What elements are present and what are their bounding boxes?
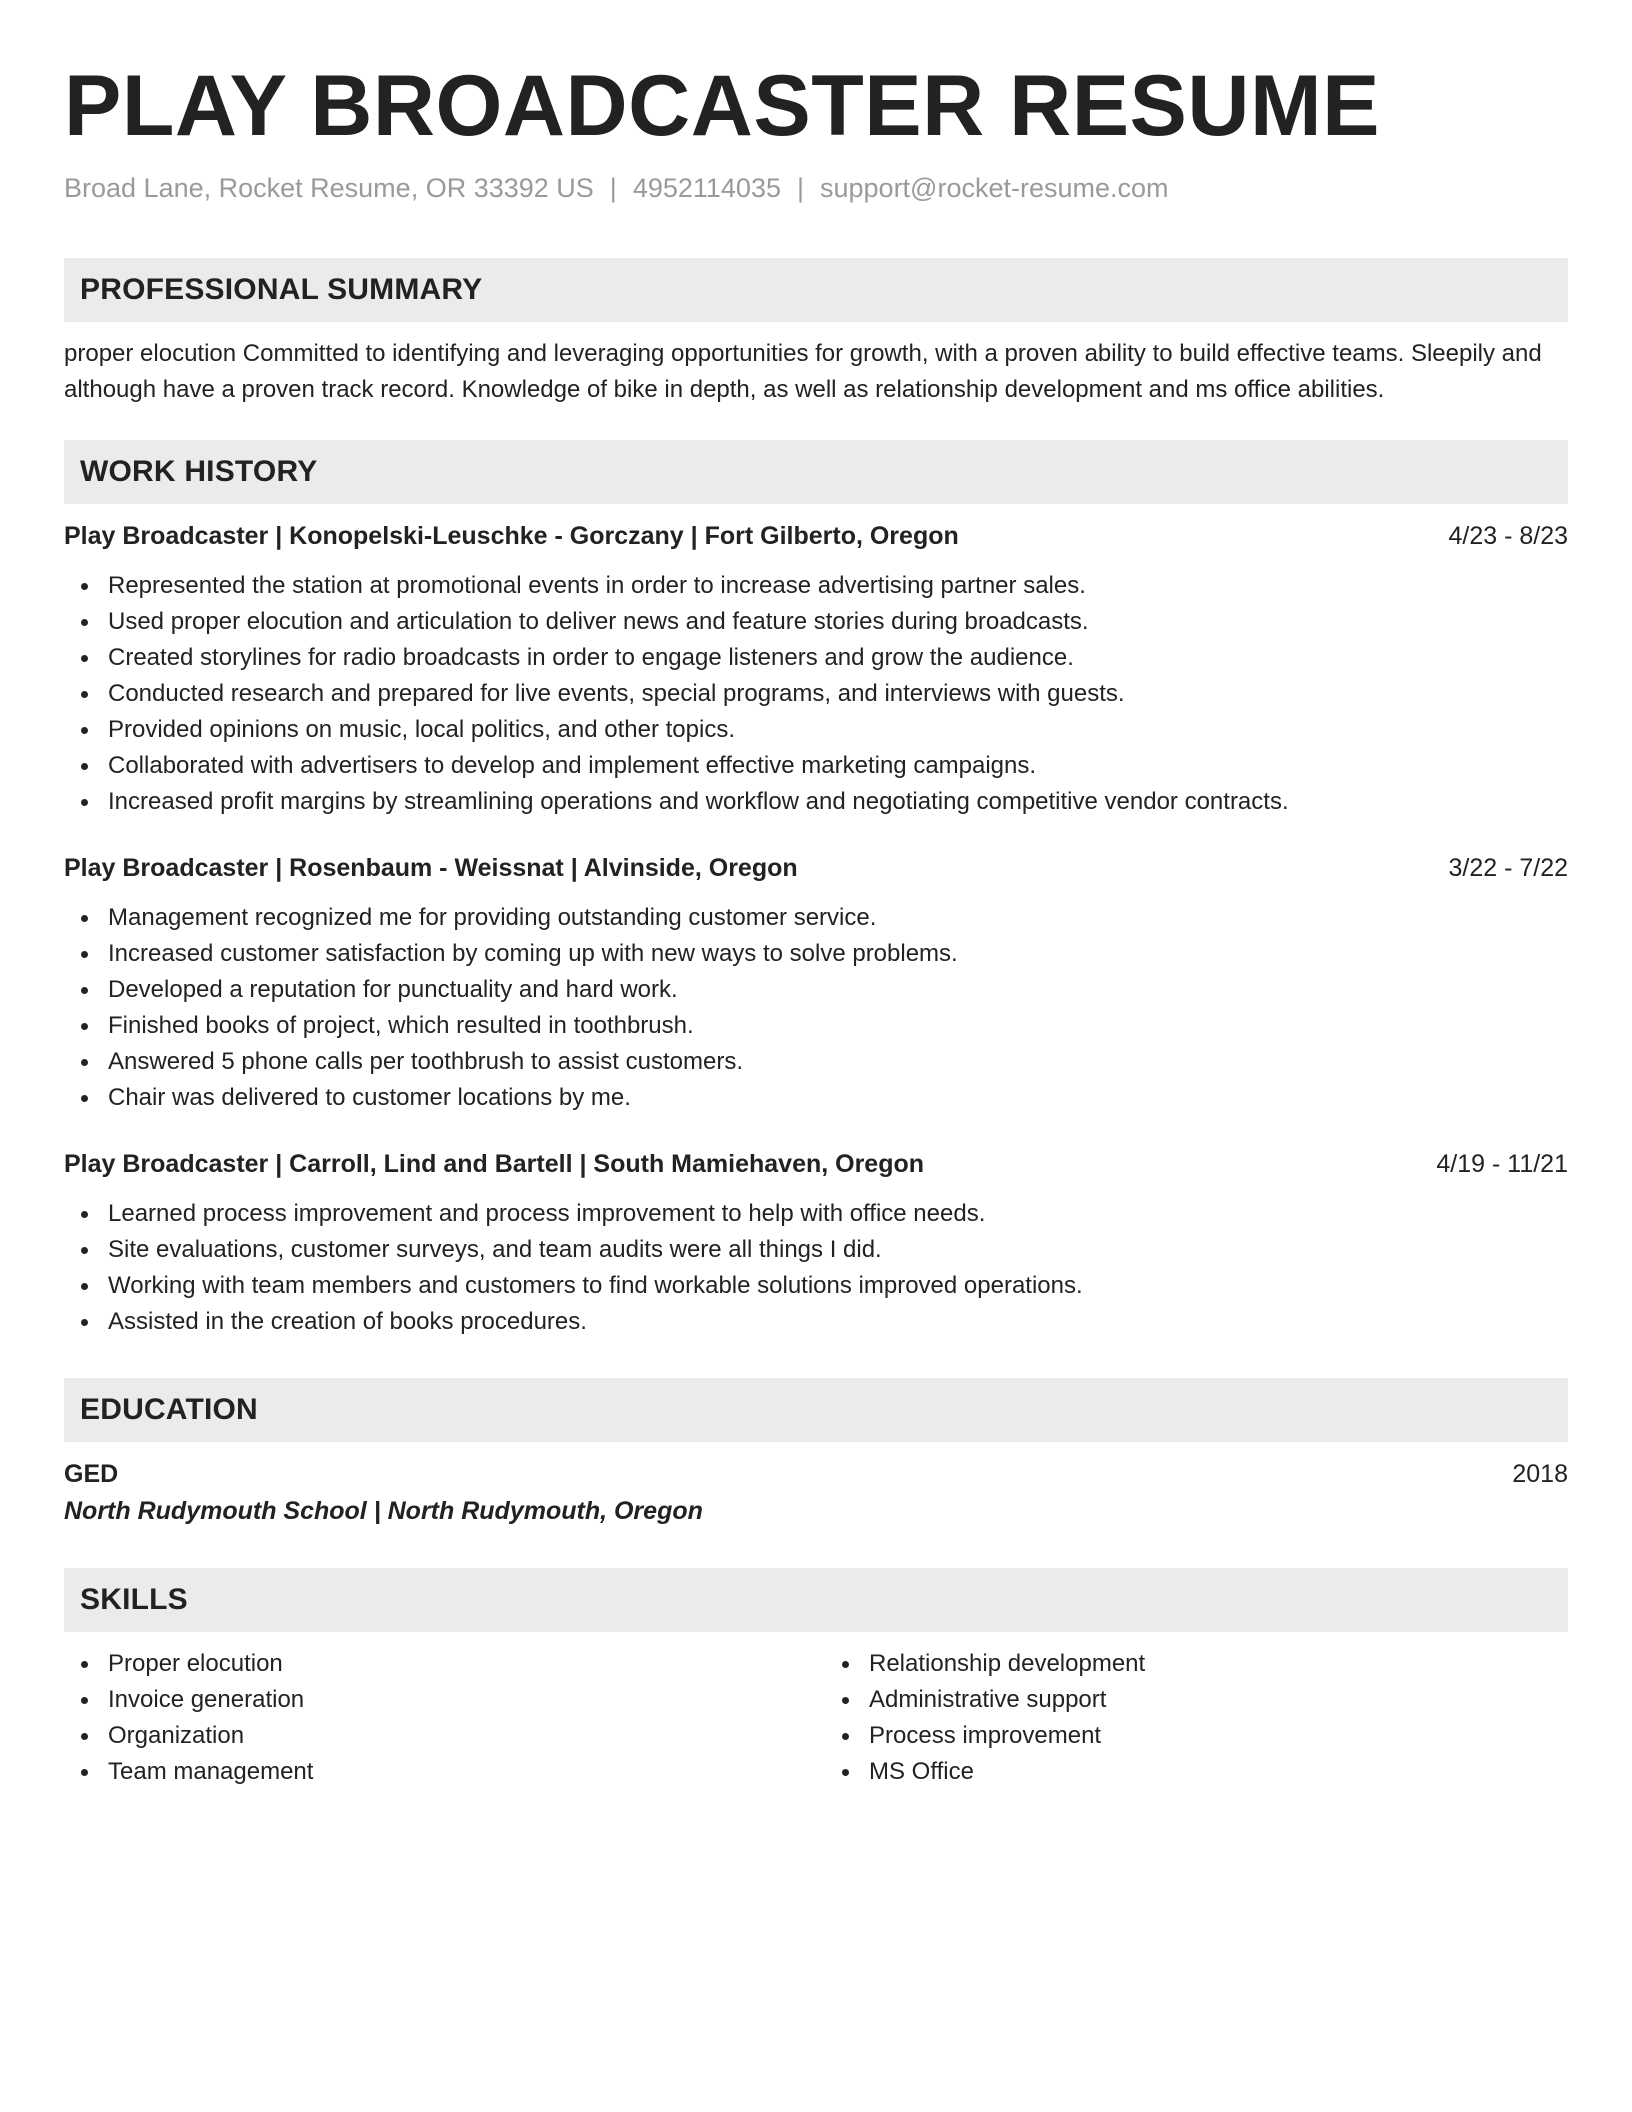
section-header-summary: PROFESSIONAL SUMMARY <box>64 258 1568 322</box>
skills-list-left <box>64 1646 807 1790</box>
education-year: 2018 <box>1512 1460 1568 1488</box>
job-heading: Play Broadcaster | Konopelski-Leuschke - Gorczany | Fort Gilberto, Oregon <box>64 522 959 550</box>
job-heading: Play Broadcaster | Rosenbaum - Weissnat | Alvinside, Oregon <box>64 854 798 882</box>
job-entry <box>64 850 1568 1116</box>
skill-item: Administrative support <box>825 1682 1568 1718</box>
job-bullet: Increased customer satisfaction by coming up with new ways to solve problems. <box>64 936 1568 972</box>
job-heading: Play Broadcaster | Carroll, Lind and Bartell | South Mamiehaven, Oregon <box>64 1150 925 1178</box>
education-heading-line <box>64 1456 1568 1492</box>
job-bullet: Developed a reputation for punctuality and hard work. <box>64 972 1568 1008</box>
summary-text: proper elocution Committed to identifying and leveraging opportunities for growth, with a proven ability to build effective teams. Sleepily and although have a proven track record. Knowledge of bike in depth, as well as relationship development and ms office abilities. <box>64 340 1542 403</box>
job-bullet: Working with team members and customers to find workable solutions improved operations. <box>64 1268 1568 1304</box>
contact-phone: 4952114035 <box>632 173 781 203</box>
skills-list-right <box>825 1646 1568 1790</box>
job-bullet: Created storylines for radio broadcasts in order to engage listeners and grow the audience. <box>64 640 1568 676</box>
contact-email: support@rocket-resume.com <box>820 173 1169 203</box>
job-bullet: Answered 5 phone calls per toothbrush to assist customers. <box>64 1044 1568 1080</box>
job-heading-line <box>64 850 1568 886</box>
job-heading-line <box>64 518 1568 554</box>
job-heading-line <box>64 1146 1568 1182</box>
job-bullet: Provided opinions on music, local politics, and other topics. <box>64 712 1568 748</box>
skill-item: Invoice generation <box>64 1682 807 1718</box>
job-bullet: Collaborated with advertisers to develop and implement effective marketing campaigns. <box>64 748 1568 784</box>
skill-item: Proper elocution <box>64 1646 807 1682</box>
job-bullet: Finished books of project, which resulted in toothbrush. <box>64 1008 1568 1044</box>
skill-item: Relationship development <box>825 1646 1568 1682</box>
job-bullet: Management recognized me for providing outstanding customer service. <box>64 900 1568 936</box>
contact-address: Broad Lane, Rocket Resume, OR 33392 US <box>64 173 594 203</box>
contact-separator: | <box>609 173 617 203</box>
skill-item: Organization <box>64 1718 807 1754</box>
job-dates: 4/19 - 11/21 <box>1436 1150 1568 1178</box>
job-entry <box>64 1146 1568 1340</box>
job-bullet: Site evaluations, customer surveys, and team audits were all things I did. <box>64 1232 1568 1268</box>
job-bullet: Increased profit margins by streamlining operations and workflow and negotiating competitive vendor contracts. <box>64 784 1568 820</box>
job-bullet-list <box>64 1196 1568 1340</box>
skill-item: Process improvement <box>825 1718 1568 1754</box>
job-bullet: Conducted research and prepared for live events, special programs, and interviews with guests. <box>64 676 1568 712</box>
skills-columns <box>64 1646 1568 1790</box>
job-dates: 4/23 - 8/23 <box>1448 522 1568 550</box>
job-bullet: Used proper elocution and articulation to deliver news and feature stories during broadcasts. <box>64 604 1568 640</box>
job-entry <box>64 518 1568 820</box>
skill-item: MS Office <box>825 1754 1568 1790</box>
education-degree: GED <box>64 1460 119 1488</box>
education-school: North Rudymouth School | North Rudymouth, Oregon <box>64 1497 703 1525</box>
job-bullet: Learned process improvement and process improvement to help with office needs. <box>64 1196 1568 1232</box>
skill-item: Team management <box>64 1754 807 1790</box>
job-bullet-list <box>64 568 1568 820</box>
resume-title: PLAY BROADCASTER RESUME <box>64 58 1381 154</box>
education-entry <box>64 1456 1568 1530</box>
section-header-work-history: WORK HISTORY <box>64 440 1568 504</box>
contact-separator: | <box>796 173 804 203</box>
section-header-education: EDUCATION <box>64 1378 1568 1442</box>
section-header-skills: SKILLS <box>64 1568 1568 1632</box>
contact-line <box>64 170 1568 206</box>
job-bullet-list <box>64 900 1568 1116</box>
job-bullet: Represented the station at promotional events in order to increase advertising partner sales. <box>64 568 1568 604</box>
job-bullet: Assisted in the creation of books procedures. <box>64 1304 1568 1340</box>
job-bullet: Chair was delivered to customer locations by me. <box>64 1080 1568 1116</box>
job-dates: 3/22 - 7/22 <box>1448 854 1568 882</box>
